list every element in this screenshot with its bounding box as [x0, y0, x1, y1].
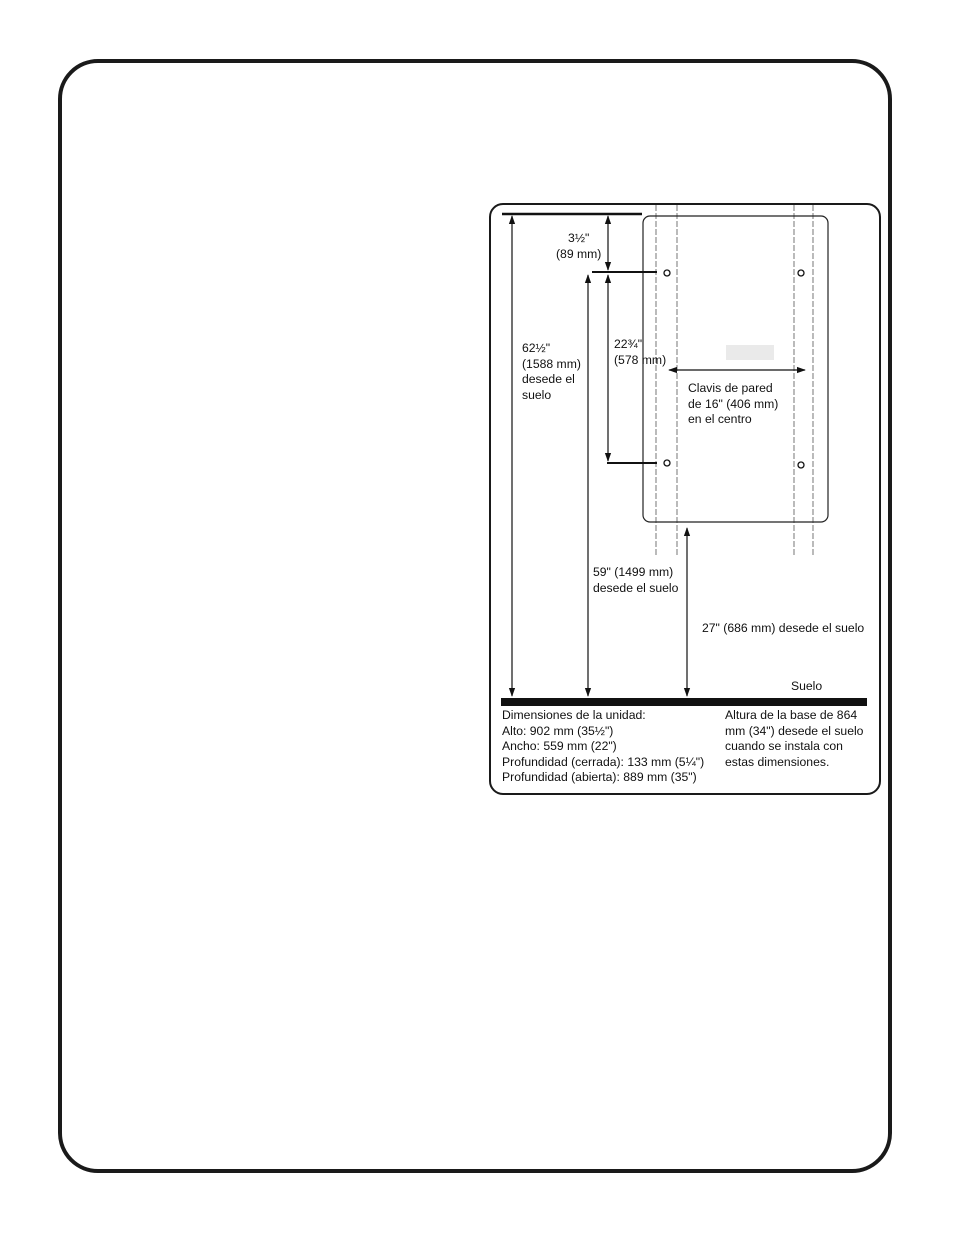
base-height-label: 27" (686 mm) desede el suelo: [702, 621, 865, 635]
top-offset-metric: (89 mm): [556, 246, 602, 261]
unit-outline: [643, 216, 828, 522]
floor-line: [501, 698, 867, 706]
lower-hole-height-line2: desede el suelo: [593, 580, 679, 595]
overall-height-imperial: 62½": [522, 341, 551, 355]
hole-spacing-metric: (578 mm): [614, 352, 667, 367]
lower-hole-height-line1: 59" (1499 mm): [593, 565, 674, 579]
base-note-line1: Altura de la base de 864: [725, 708, 858, 722]
stud-spacing-line1: Clavis de pared: [688, 381, 773, 395]
mounting-holes: [664, 270, 804, 468]
overall-height-line4: suelo: [522, 387, 552, 402]
unit-height: Alto: 902 mm (35½"): [502, 723, 614, 738]
base-note-line2: mm (34") desede el suelo: [725, 723, 864, 738]
hole-spacing-label: [614, 337, 666, 368]
hole-spacing-imperial: 22¾": [614, 337, 643, 351]
top-offset-label: [556, 231, 601, 262]
unit-width: Ancho: 559 mm (22"): [502, 739, 617, 753]
overall-height-line3: desede el: [522, 372, 575, 386]
overall-height-label: [522, 341, 581, 403]
floor-label: Suelo: [791, 679, 823, 693]
mounting-hole: [798, 462, 804, 468]
top-offset-imperial: 3½": [568, 231, 590, 245]
mounting-hole: [664, 270, 670, 276]
base-note-line4: estas dimensiones.: [725, 754, 830, 769]
lower-hole-height-label: [593, 565, 678, 596]
base-note-line3: cuando se instala con: [725, 739, 843, 753]
stud-spacing-label: [688, 381, 778, 428]
blurred-mark: [726, 345, 774, 360]
unit-depth-closed: Profundidad (cerrada): 133 mm (5¼"): [502, 754, 705, 769]
overall-height-metric: (1588 mm): [522, 356, 581, 371]
unit-dimensions-heading: Dimensiones de la unidad:: [502, 708, 646, 722]
base-note-block: [725, 708, 863, 770]
mounting-hole: [664, 460, 670, 466]
mounting-hole: [798, 270, 804, 276]
unit-dimensions-block: [502, 708, 704, 786]
stud-spacing-line2: de 16" (406 mm): [688, 396, 779, 411]
stud-spacing-line3: en el centro: [688, 412, 752, 426]
unit-depth-open: Profundidad (abierta): 889 mm (35"): [502, 770, 697, 784]
